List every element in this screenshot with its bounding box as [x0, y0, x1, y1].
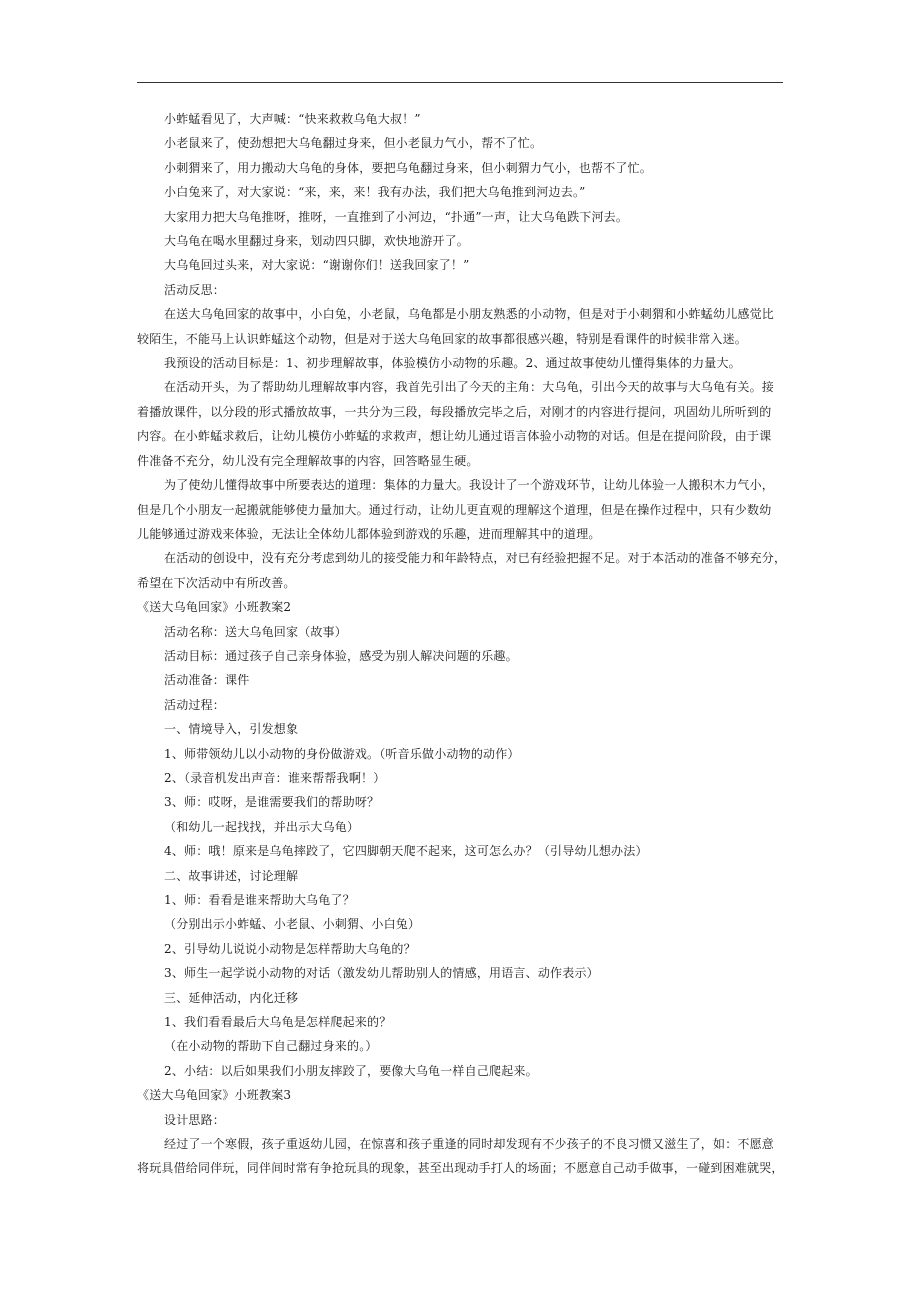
story-line: 小老鼠来了，使劲想把大乌龟翻过身来，但小老鼠力气小，帮不了忙。 — [164, 136, 543, 151]
story-line: 大家用力把大乌龟推呀，推呀，一直推到了小河边，“扑通”一声，让大乌龟跌下河去。 — [164, 209, 629, 224]
plan2-item: 2、引导幼儿说说小动物是怎样帮助大乌龟的？ — [164, 941, 416, 956]
plan2-item: 4、师：哦！原来是乌龟摔跤了，它四脚朝天爬不起来，这可怎么办？（引导幼儿想办法） — [164, 844, 648, 859]
plan2-item: 活动名称：送大乌龟回家（故事） — [164, 624, 348, 639]
plan2-item: 3、师生一起学说小动物的对话（激发幼儿帮助别人的情感，用语言、动作表示） — [164, 966, 599, 981]
paragraph-line: 但是几个小朋友一起搬就能够使力量加大。通过行动，让幼儿更直观的理解这个道理，但是在操作过程中，只有少数幼 — [137, 502, 772, 517]
paragraph-line: 件准备不充分，幼儿没有完全理解故事的内容，回答略显生硬。 — [137, 453, 479, 468]
section-label-reflection: 活动反思： — [164, 282, 226, 297]
paragraph-line: 在送大乌龟回家的故事中，小白兔，小老鼠，乌龟都是小朋友熟悉的小动物，但是对于小刺猬和小蚱蜢幼儿感觉比 — [164, 307, 775, 322]
plan2-item: 活动过程： — [164, 697, 226, 712]
plan2-item: （分别出示小蚱蜢、小老鼠、小刺猬、小白兔） — [164, 917, 421, 932]
plan2-item: （和幼儿一起找找，并出示大乌龟） — [164, 819, 360, 834]
paragraph-line: 我预设的活动目标是：1、初步理解故事，体验模仿小动物的乐趣。2、通过故事使幼儿懂得集体的力量大。 — [164, 356, 741, 371]
paragraph-line: 内容。在小蚱蜢求救后，让幼儿模仿小蚱蜢的求救声，想让幼儿通过语言体验小动物的对话。但是在提问阶段，由于课 — [137, 429, 772, 444]
plan2-item: 活动目标：通过孩子自己亲身体验，感受为别人解决问题的乐趣。 — [164, 648, 518, 663]
plan2-item: 2、小结：以后如果我们小朋友摔跤了，要像大乌龟一样自己爬起来。 — [164, 1063, 538, 1078]
reflection-paragraph-1 — [137, 302, 783, 351]
plan2-item: 3、师：哎呀，是谁需要我们的帮助呀？ — [164, 795, 380, 810]
paragraph-line: 经过了一个寒假，孩子重返幼儿园，在惊喜和孩子重逢的同时却发现有不少孩子的不良习惯又滋生了，如：不愿意 — [164, 1137, 775, 1152]
paragraph-line: 为了使幼儿懂得故事中所要表达的道理：集体的力量大。我设计了一个游戏环节，让幼儿体验一人搬积木力气小， — [164, 478, 775, 493]
paragraph-line: 将玩具借给同伴玩，同伴间时常有争抢玩具的现象，甚至出现动手打人的场面；不愿意自己动手做事，一碰到困难就哭， — [137, 1161, 784, 1176]
plan3-label: 设计思路： — [164, 1112, 226, 1127]
story-line: 小蚱蜢看见了，大声喊：“快来救救乌龟大叔！” — [164, 112, 421, 126]
paragraph-line: 在活动开头，为了帮助幼儿理解故事内容，我首先引出了今天的主角：大乌龟，引出今天的故事与大乌龟有关。接 — [164, 380, 775, 395]
paragraph-line: 儿能够通过游戏来体验，无法让全体幼儿都体验到游戏的乐趣，进而理解其中的道理。 — [137, 526, 601, 541]
plan3-paragraph-1 — [137, 1132, 783, 1181]
plan2-item: 2、（录音机发出声音：谁来帮帮我啊！） — [164, 770, 386, 785]
plan2-heading: 《送大乌龟回家》小班教案2 — [137, 600, 292, 615]
plan2-item: 1、师：看看是谁来帮助大乌龟了？ — [164, 893, 355, 907]
header-rule — [137, 82, 783, 83]
paragraph-line: 在活动的创设中，没有充分考虑到幼儿的接受能力和年龄特点，对已有经验把握不足。对于本活动的准备不够充分， — [164, 551, 787, 566]
plan2-item: 1、师带领幼儿以小动物的身份做游戏。（听音乐做小动物的动作） — [164, 746, 520, 761]
reflection-paragraph-2 — [137, 351, 783, 375]
plan2-item: 活动准备：课件 — [164, 673, 250, 688]
plan2-item: 一、情境导入，引发想象 — [164, 722, 299, 737]
paragraph-line: 着播放课件，以分段的形式播放故事，一共分为三段，每段播放完毕之后，对刚才的内容进行提问，巩固幼儿所听到的 — [137, 404, 772, 419]
story-line: 小白兔来了，对大家说：“来，来，来！我有办法，我们把大乌龟推到河边去。” — [164, 185, 586, 200]
story-line: 大乌龟在喝水里翻过身来，划动四只脚，欢快地游开了。 — [164, 234, 470, 249]
reflection-paragraph-5 — [137, 546, 787, 595]
document-body — [137, 107, 787, 1181]
plan2-item: 三、延伸活动，内化迁移 — [164, 990, 299, 1005]
reflection-paragraph-4 — [137, 473, 783, 546]
plan3-heading: 《送大乌龟回家》小班教案3 — [137, 1088, 292, 1103]
paragraph-line: 较陌生，不能马上认识蚱蜢这个动物，但是对于送大乌龟回家的故事都很感兴趣，特别是看课件的时候非常入迷。 — [137, 331, 748, 346]
paragraph-line: 希望在下次活动中有所改善。 — [137, 575, 296, 590]
reflection-paragraph-3 — [137, 375, 783, 473]
plan2-item: 1、我们看看最后大乌龟是怎样爬起来的？ — [164, 1015, 392, 1030]
plan2-item: （在小动物的帮助下自己翻过身来的。） — [164, 1039, 378, 1054]
plan2-item: 二、故事讲述，讨论理解 — [164, 868, 299, 883]
story-line: 大乌龟回过头来，对大家说：“谢谢你们！送我回家了！” — [164, 258, 470, 273]
story-line: 小刺猬来了，用力搬动大乌龟的身体，要把乌龟翻过身来，但小刺猬力气小，也帮不了忙。 — [164, 160, 653, 175]
